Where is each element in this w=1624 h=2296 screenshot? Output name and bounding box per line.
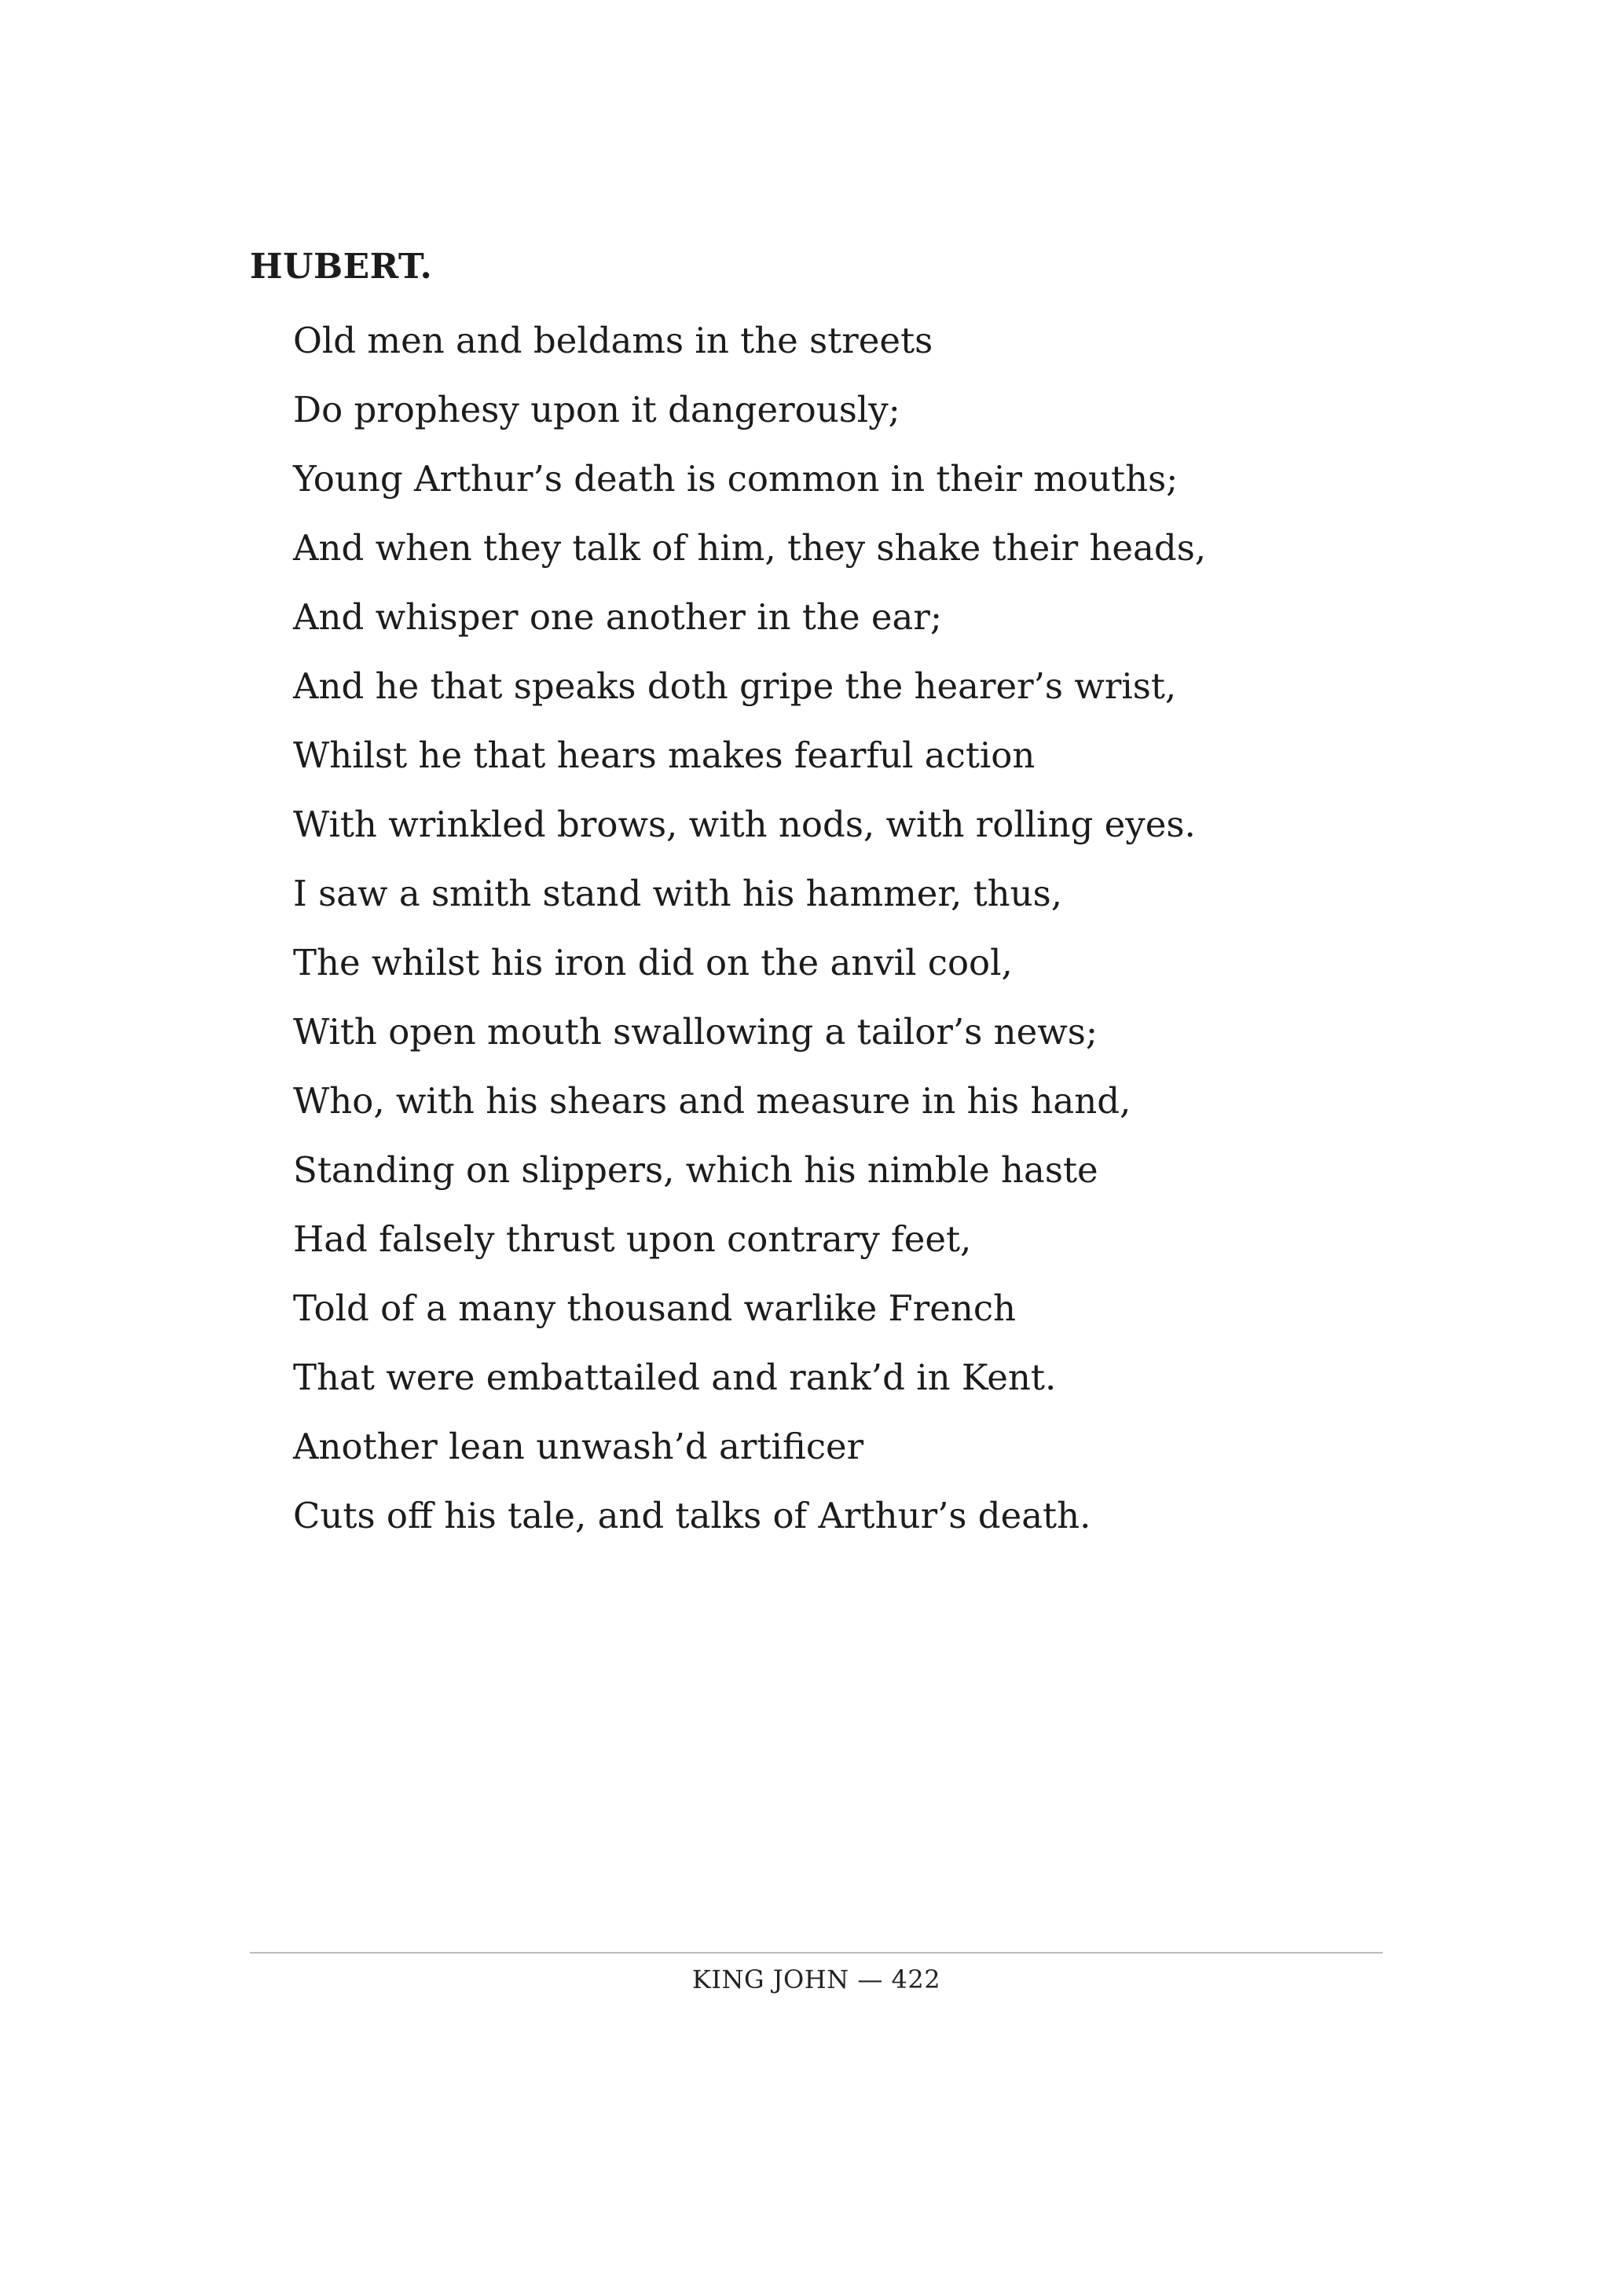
verse-block — [293, 306, 1206, 1551]
footer-divider — [250, 1952, 1383, 1954]
verse-line: And whisper one another in the ear; — [293, 596, 943, 638]
verse-line: With open mouth swallowing a tailor’s news; — [293, 1011, 1098, 1053]
verse-line: Old men and beldams in the streets — [293, 320, 933, 361]
verse-line: And when they talk of him, they shake their heads, — [293, 527, 1207, 569]
verse-line: Told of a many thousand warlike French — [293, 1287, 1017, 1329]
verse-line: Young Arthur’s death is common in their mouths; — [293, 458, 1179, 500]
verse-line: Another lean unwash’d artificer — [293, 1426, 864, 1467]
speaker-name: HUBERT. — [250, 247, 433, 287]
verse-line: That were embattailed and rank’d in Kent. — [293, 1357, 1057, 1398]
verse-line: Who, with his shears and measure in his hand, — [293, 1080, 1131, 1122]
verse-line: And he that speaks doth gripe the hearer’s wrist, — [293, 665, 1177, 707]
verse-line: Do prophesy upon it dangerously; — [293, 389, 900, 430]
verse-line: The whilst his iron did on the anvil cool, — [293, 942, 1013, 983]
verse-line: Whilst he that hears makes fearful action — [293, 734, 1036, 776]
verse-line: Had falsely thrust upon contrary feet, — [293, 1218, 972, 1260]
verse-line: With wrinkled brows, with nods, with rolling eyes. — [293, 804, 1196, 845]
running-footer: KING JOHN — 422 — [691, 1965, 941, 1994]
verse-line: I saw a smith stand with his hammer, thus, — [293, 873, 1063, 914]
verse-line: Standing on slippers, which his nimble haste — [293, 1149, 1098, 1191]
verse-line: Cuts off his tale, and talks of Arthur’s death. — [293, 1495, 1091, 1536]
